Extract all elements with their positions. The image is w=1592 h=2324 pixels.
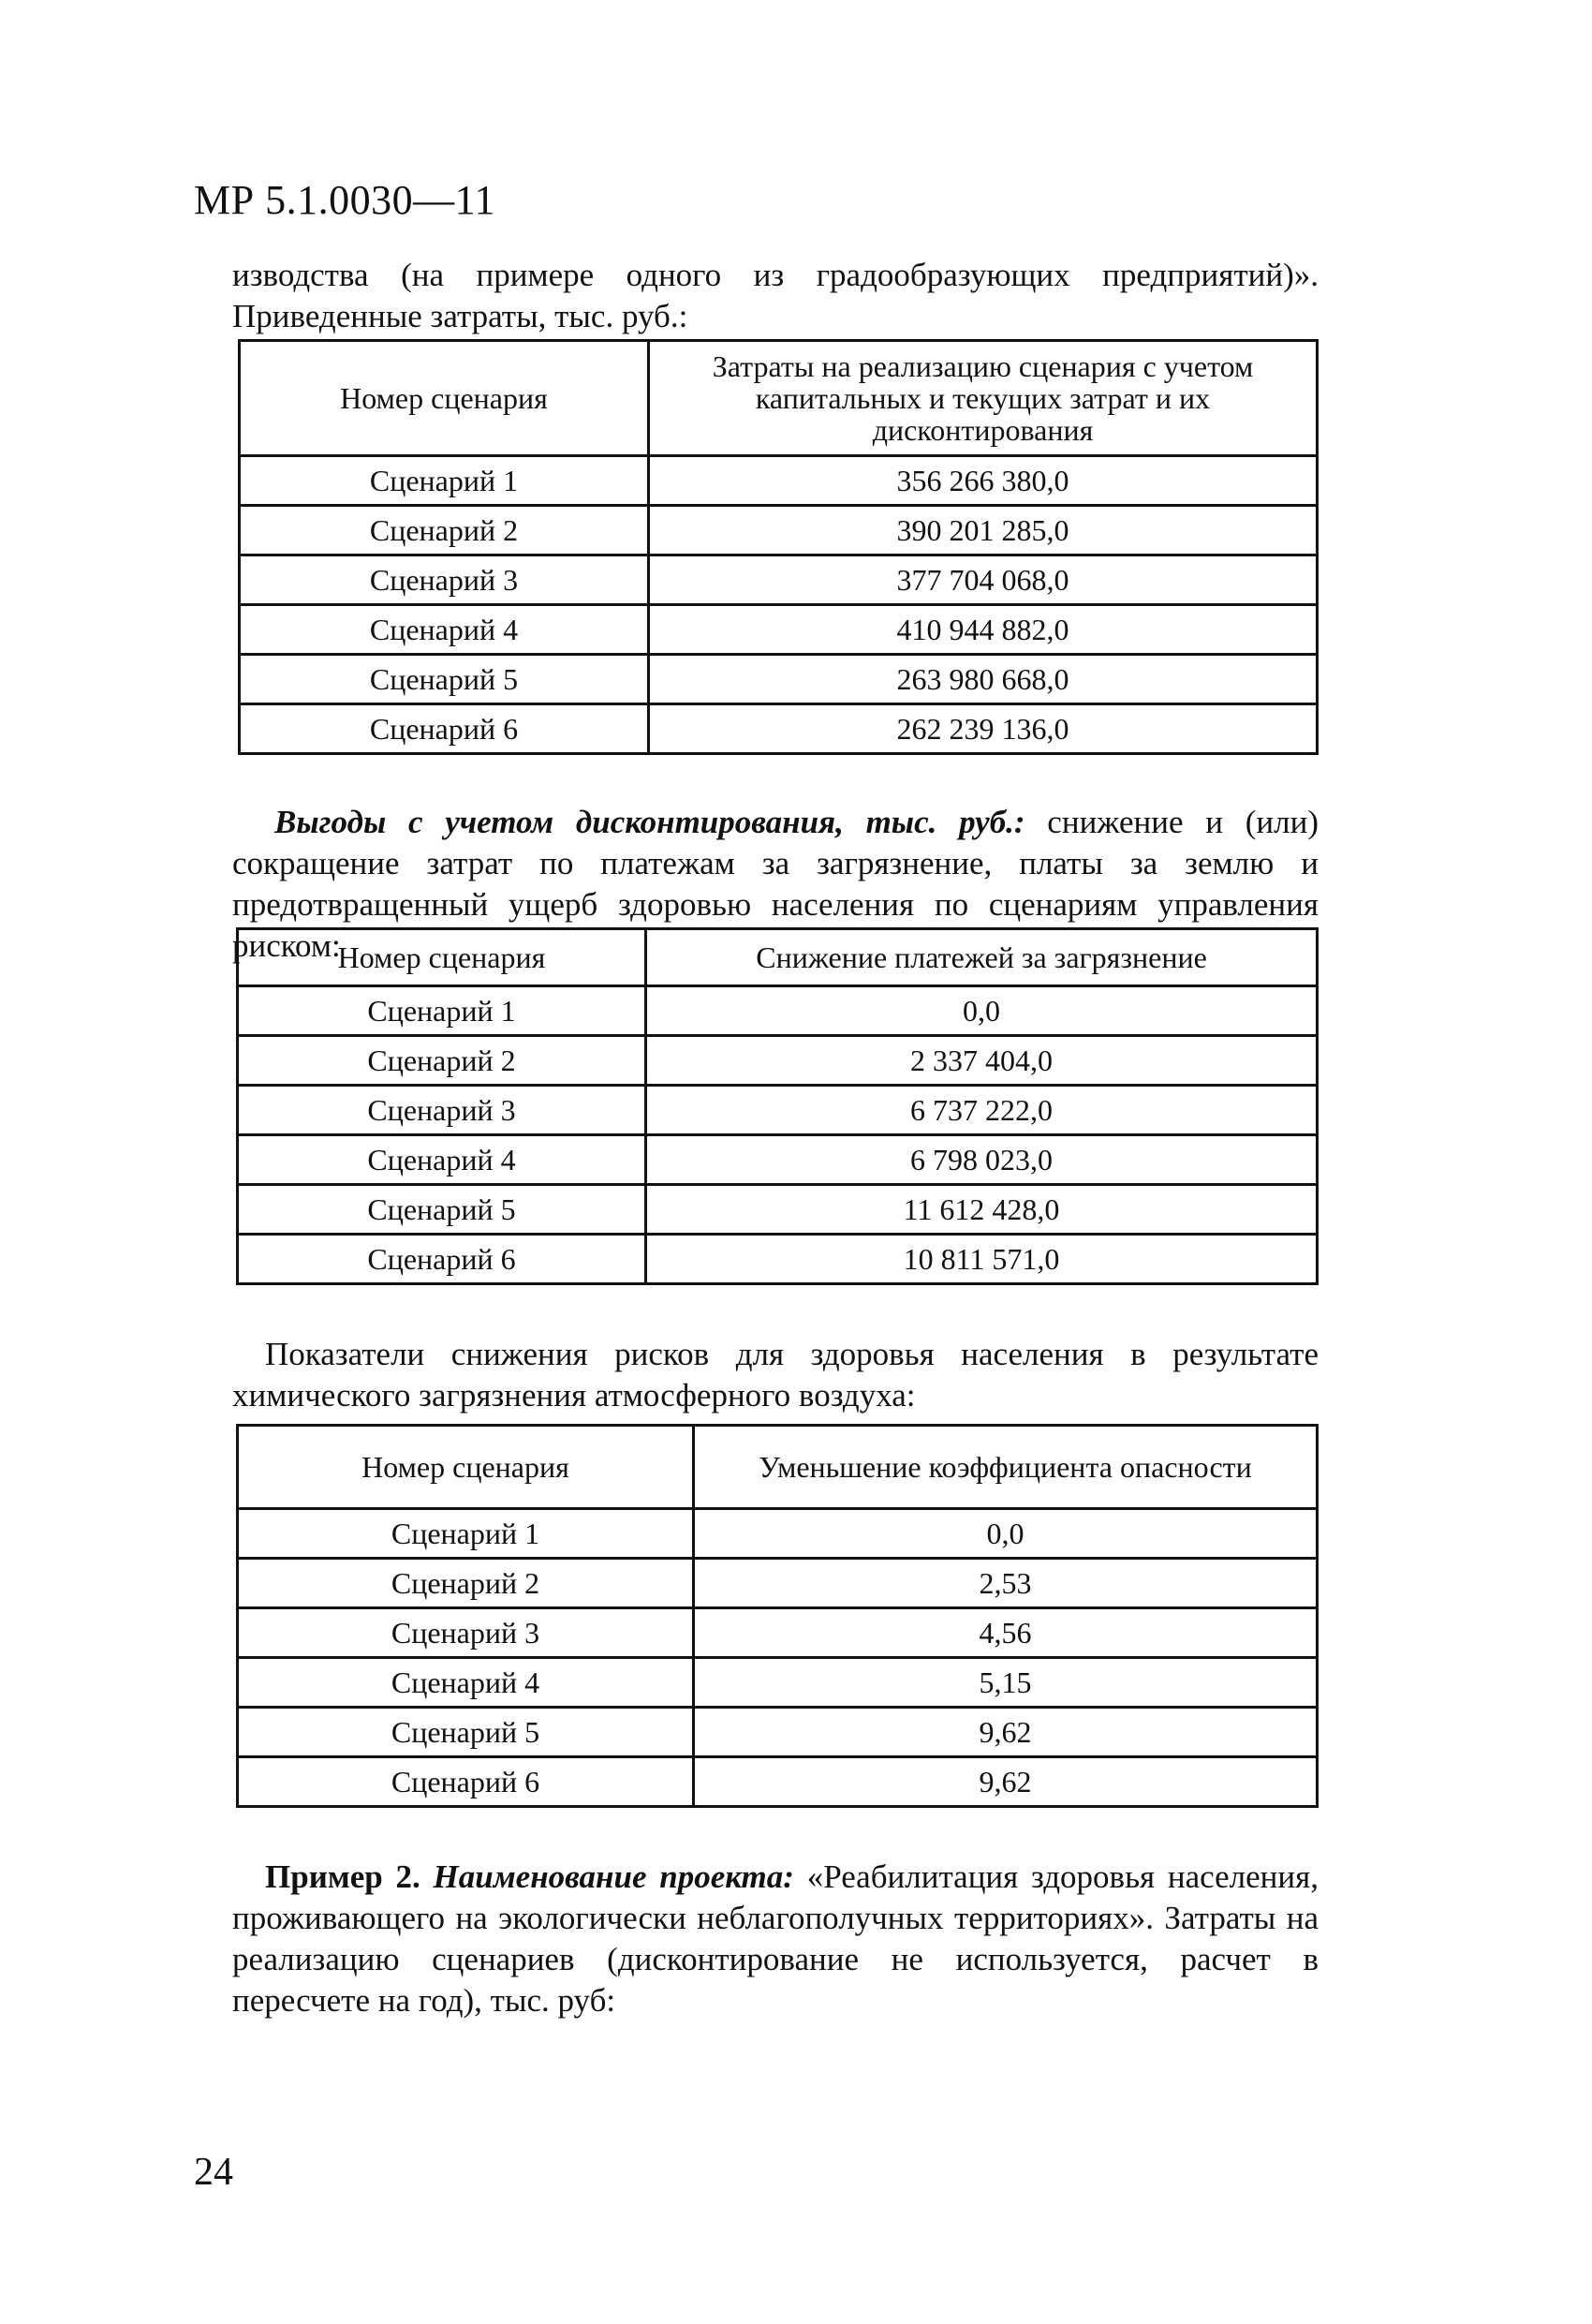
- page-number: 24: [194, 2151, 233, 2194]
- cell-value: 0,0: [646, 986, 1318, 1036]
- table-scenario-costs: [238, 339, 1319, 755]
- table-row: [240, 605, 1318, 655]
- column-header-hazard: Уменьшение коэффициента опасности: [694, 1426, 1318, 1509]
- table-row: [238, 1608, 1318, 1658]
- cell-value: 262 239 136,0: [649, 704, 1318, 754]
- cell-scenario: Сценарий 6: [238, 1757, 694, 1807]
- cell-scenario: Сценарий 5: [238, 1708, 694, 1757]
- cell-scenario: Сценарий 3: [238, 1608, 694, 1658]
- table-header-row: [238, 1426, 1318, 1509]
- cell-value: 10 811 571,0: [646, 1235, 1318, 1284]
- table-row: [238, 1086, 1318, 1135]
- table-row: [240, 456, 1318, 506]
- column-header-reduction: Снижение платежей за загрязнение: [646, 929, 1318, 986]
- column-header-costs: Затраты на реализацию сценария с учетом капитальных и текущих затрат и их дисконтирования: [649, 341, 1318, 456]
- cell-scenario: Сценарий 6: [238, 1235, 646, 1284]
- table-row: [238, 1185, 1318, 1235]
- cell-value: 9,62: [694, 1757, 1318, 1807]
- cell-value: 11 612 428,0: [646, 1185, 1318, 1235]
- cell-scenario: Сценарий 4: [240, 605, 649, 655]
- cell-value: 0,0: [694, 1509, 1318, 1559]
- table-row: [238, 1036, 1318, 1086]
- cell-value: 410 944 882,0: [649, 605, 1318, 655]
- table-payment-reduction: [236, 927, 1319, 1285]
- cell-scenario: Сценарий 1: [238, 986, 646, 1036]
- cell-value: 2,53: [694, 1559, 1318, 1608]
- cell-scenario: Сценарий 4: [238, 1658, 694, 1708]
- cell-value: 6 798 023,0: [646, 1135, 1318, 1185]
- cell-scenario: Сценарий 5: [240, 655, 649, 704]
- column-header-scenario: Номер сценария: [240, 341, 649, 456]
- table-row: [240, 704, 1318, 754]
- cell-scenario: Сценарий 4: [238, 1135, 646, 1185]
- example-label: Пример 2.: [265, 1858, 420, 1895]
- column-header-scenario: Номер сценария: [238, 1426, 694, 1509]
- table-row: [238, 1708, 1318, 1757]
- cell-scenario: Сценарий 1: [238, 1509, 694, 1559]
- cell-value: 6 737 222,0: [646, 1086, 1318, 1135]
- cell-value: 4,56: [694, 1608, 1318, 1658]
- cell-scenario: Сценарий 1: [240, 456, 649, 506]
- table-row: [240, 655, 1318, 704]
- cell-value: 356 266 380,0: [649, 456, 1318, 506]
- paragraph-example-2: [232, 1857, 1319, 2021]
- cell-scenario: Сценарий 5: [238, 1185, 646, 1235]
- table-row: [238, 1559, 1318, 1608]
- paragraph-intro: изводства (на примере одного из градообразующих предприятий)». Приведенные затраты, тыс. руб.:: [232, 257, 1319, 334]
- benefits-text: снижение и (или) сокращение затрат по платежам за загрязнение, платы за землю и предотвращенный ущерб здоровью населения по сценариям управления риском:: [232, 804, 1319, 964]
- cell-value: 9,62: [694, 1708, 1318, 1757]
- table-hazard-reduction: [236, 1424, 1319, 1808]
- table-header-row: [238, 929, 1318, 986]
- cell-scenario: Сценарий 2: [240, 506, 649, 555]
- cell-value: 263 980 668,0: [649, 655, 1318, 704]
- cell-scenario: Сценарий 2: [238, 1559, 694, 1608]
- table-row: [238, 1135, 1318, 1185]
- example-text: «Реабилитация здоровья населения, проживающего на экологически неблагополучных территориях». Затраты на реализацию сценариев (дисконтирование не используется, расчет в пересчете на год), тыс. руб:: [232, 1858, 1319, 2019]
- cell-value: 377 704 068,0: [649, 555, 1318, 605]
- column-header-scenario: Номер сценария: [238, 929, 646, 986]
- cell-scenario: Сценарий 6: [240, 704, 649, 754]
- table-row: [238, 1509, 1318, 1559]
- document-code-header: МР 5.1.0030—11: [194, 177, 495, 223]
- table-row: [238, 1235, 1318, 1284]
- cell-value: 5,15: [694, 1658, 1318, 1708]
- table-row: [238, 986, 1318, 1036]
- cell-scenario: Сценарий 2: [238, 1036, 646, 1086]
- table-row: [238, 1757, 1318, 1807]
- table-row: [238, 1658, 1318, 1708]
- cell-scenario: Сценарий 3: [240, 555, 649, 605]
- table-header-row: [240, 341, 1318, 456]
- example-lead: Наименование проекта:: [420, 1858, 794, 1895]
- paragraph-risk-indicators: Показатели снижения рисков для здоровья населения в результате химического загрязнения атмосферного воздуха:: [232, 1336, 1319, 1414]
- cell-value: 390 201 285,0: [649, 506, 1318, 555]
- cell-value: 2 337 404,0: [646, 1036, 1318, 1086]
- table-row: [240, 506, 1318, 555]
- benefits-lead: Выгоды с учетом дисконтирования, тыс. руб.:: [274, 804, 1025, 840]
- table-row: [240, 555, 1318, 605]
- cell-scenario: Сценарий 3: [238, 1086, 646, 1135]
